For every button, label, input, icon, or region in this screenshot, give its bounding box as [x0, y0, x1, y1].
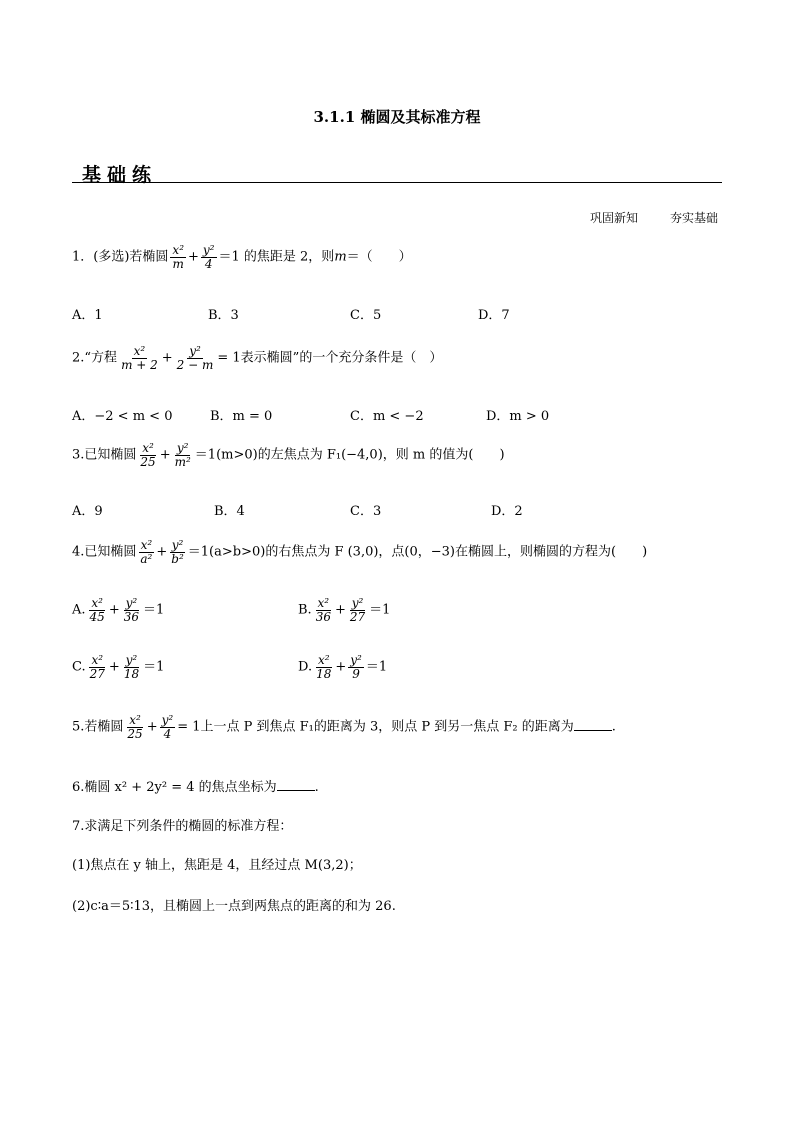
- q3-option-c: C．3: [350, 504, 382, 519]
- q4-a-frac1: [88, 597, 107, 623]
- q1-frac1-num: x²: [172, 243, 184, 257]
- q4-frac2-num: y²: [171, 538, 184, 552]
- q1-lead: 1．(多选)若椭圆: [72, 249, 169, 265]
- q5-frac1-den: 25: [127, 726, 143, 741]
- q4-b-d1: 36: [315, 609, 331, 624]
- q4-option-c: C. $\frac{\text{x²}}{27}$ + $\frac{\text{y²}}{18}$ ＝1: [72, 653, 165, 681]
- q4-b-frac2: [348, 597, 367, 623]
- q4-d-label: D.: [298, 659, 313, 675]
- subtitle-right: 夯实基础: [670, 211, 719, 225]
- q3-plus: +: [159, 447, 171, 463]
- q4-a-n2: y²: [125, 596, 138, 610]
- q4-b-d2: 27: [349, 609, 366, 624]
- question-4: [72, 539, 647, 565]
- q4-b-n2: y²: [351, 596, 364, 610]
- q3-frac1-num: x²: [142, 441, 154, 455]
- q2-frac1-num: x²: [133, 344, 146, 358]
- q1-option-d: D．7: [478, 308, 510, 323]
- q1-option-b: B．3: [208, 308, 239, 323]
- q4-tail: ＝1(a>b>0)的右焦点为 F (3,0)，点(0，−3)在椭圆上，则椭圆的方程为( ): [187, 544, 648, 560]
- q7-part-1: (1)焦点在 y 轴上，焦距是 4，且经过点 M(3,2)；: [72, 858, 362, 873]
- q2-plus: +: [161, 350, 173, 366]
- q4-c-eq: ＝1: [143, 659, 165, 675]
- q1-frac2-num: y²: [202, 243, 215, 257]
- page-title: 3.1.1 椭圆及其标准方程: [313, 108, 481, 126]
- section-divider: [72, 182, 722, 183]
- q4-d-n2: y²: [350, 653, 362, 667]
- q4-c-label: C.: [72, 659, 86, 675]
- q5-plus: +: [146, 719, 158, 735]
- q4-c-n1: x²: [91, 653, 104, 667]
- q4-plus: +: [156, 544, 168, 560]
- q1-tail: ＝1 的焦距是 2，则: [218, 249, 335, 265]
- subtitle-left: 巩固新知: [590, 211, 639, 225]
- q4-a-d2: 36: [123, 609, 139, 624]
- q3-frac2: [173, 442, 193, 468]
- q2-frac2-den: 2 − m: [176, 357, 214, 372]
- q2-frac1-den: m + 2: [121, 357, 158, 372]
- q4-option-d: D. $\frac{\text{x²}}{18}$ + $\frac{\text{y²}}{9}$ ＝1: [298, 653, 388, 681]
- question-7: 7.求满足下列条件的椭圆的标准方程：: [72, 819, 293, 834]
- q1-frac1-den: m: [172, 256, 184, 271]
- q4-d-d2: 9: [352, 666, 360, 681]
- q5-lead: 5.若椭圆: [72, 719, 124, 735]
- q1-frac2: [201, 244, 217, 270]
- q6-answer-blank[interactable]: [277, 780, 315, 791]
- q4-c-d2: 18: [123, 666, 140, 681]
- q4-d-frac2: [348, 654, 364, 680]
- q4-frac1-den: a²: [140, 551, 153, 566]
- q4-a-n1: x²: [91, 596, 103, 610]
- q1-frac1: [170, 244, 186, 270]
- q5-tail: = 1上一点 P 到焦点 F₁的距离为 3，则点 P 到另一焦点 F₂ 的距离为: [177, 719, 574, 735]
- q3-tail: ＝1(m>0)的左焦点为 F₁(−4,0)，则 m 的值为( ): [194, 447, 505, 463]
- q1-tail2: ＝（ ）: [346, 249, 412, 265]
- q1-var: m: [334, 249, 347, 265]
- q2-frac2: [175, 345, 216, 371]
- q1-option-a: A．1: [72, 308, 103, 323]
- q3-option-a: A．9: [72, 504, 103, 519]
- q4-frac2-den: b²: [171, 551, 184, 566]
- q4-d-eq: ＝1: [365, 659, 388, 675]
- q2-frac1: [119, 345, 160, 371]
- question-3: [72, 442, 505, 468]
- q4-b-frac1: [314, 597, 333, 623]
- q2-option-c: C．m < −2: [350, 409, 424, 424]
- q5-frac2-den: 4: [163, 726, 172, 741]
- q4-c-n2: y²: [125, 653, 138, 667]
- q4-frac2: [169, 539, 186, 565]
- q4-option-a: A. $\frac{\text{x²}}{45}$ + $\frac{\text{y²}}{36}$ ＝1: [72, 596, 165, 624]
- q4-frac1: [138, 539, 154, 565]
- q4-b-eq: ＝1: [369, 602, 391, 618]
- q3-frac1: [138, 442, 157, 468]
- question-6: [72, 776, 319, 795]
- q5-end: .: [611, 719, 616, 735]
- q2-tail: = 1表示椭圆”的一个充分条件是（ ）: [217, 350, 443, 366]
- q1-frac2-den: 4: [204, 256, 213, 271]
- q3-frac1-den: 25: [140, 454, 156, 469]
- section-heading: 基础练: [82, 164, 158, 186]
- q4-c-d1: 27: [89, 666, 105, 681]
- q4-a-eq: ＝1: [143, 602, 165, 618]
- question-5: [72, 714, 616, 740]
- q5-frac2-num: y²: [161, 713, 174, 727]
- q5-answer-blank[interactable]: [574, 720, 612, 731]
- q2-lead: 2.“方程: [72, 350, 118, 366]
- q4-a-frac2: [122, 597, 141, 623]
- q6-end: .: [314, 780, 319, 795]
- q4-a-label: A.: [72, 602, 86, 618]
- q3-frac2-den: m²: [174, 454, 191, 469]
- q4-a-d1: 45: [89, 609, 105, 624]
- q2-frac2-num: y²: [189, 344, 201, 358]
- q7-part-2: (2)c∶a＝5∶13，且椭圆上一点到两焦点的距离的和为 26.: [72, 899, 396, 914]
- q2-option-d: D．m > 0: [486, 409, 550, 424]
- q4-lead: 4.已知椭圆: [72, 544, 137, 560]
- q2-option-b: B．m = 0: [210, 409, 273, 424]
- q3-option-d: D．2: [491, 504, 523, 519]
- question-2: [72, 345, 442, 371]
- q6-lead: 6.椭圆 x² + 2y² = 4 的焦点坐标为: [72, 780, 277, 795]
- q4-b-label: B.: [298, 602, 312, 618]
- q5-frac1-num: x²: [129, 713, 141, 727]
- q4-d-d1: 18: [316, 666, 332, 681]
- q1-option-c: C．5: [350, 308, 382, 323]
- q1-plus: +: [188, 249, 199, 265]
- q4-option-b: B. $\frac{\text{x²}}{36}$ + $\frac{\text{y²}}{27}$ ＝1: [298, 596, 391, 624]
- q4-d-n1: x²: [317, 653, 330, 667]
- q3-lead: 3.已知椭圆: [72, 447, 137, 463]
- q4-c-frac2: [122, 654, 141, 680]
- q2-option-a: A．−2 < m < 0: [72, 409, 173, 424]
- q3-frac2-num: y²: [176, 441, 189, 455]
- question-1: [72, 244, 412, 270]
- q4-frac1-num: x²: [140, 538, 153, 552]
- q4-b-n1: x²: [317, 596, 330, 610]
- q4-c-frac1: [88, 654, 107, 680]
- q5-frac1: [125, 714, 144, 740]
- q4-d-frac1: [314, 654, 333, 680]
- q5-frac2: [160, 714, 176, 740]
- q3-option-b: B．4: [214, 504, 245, 519]
